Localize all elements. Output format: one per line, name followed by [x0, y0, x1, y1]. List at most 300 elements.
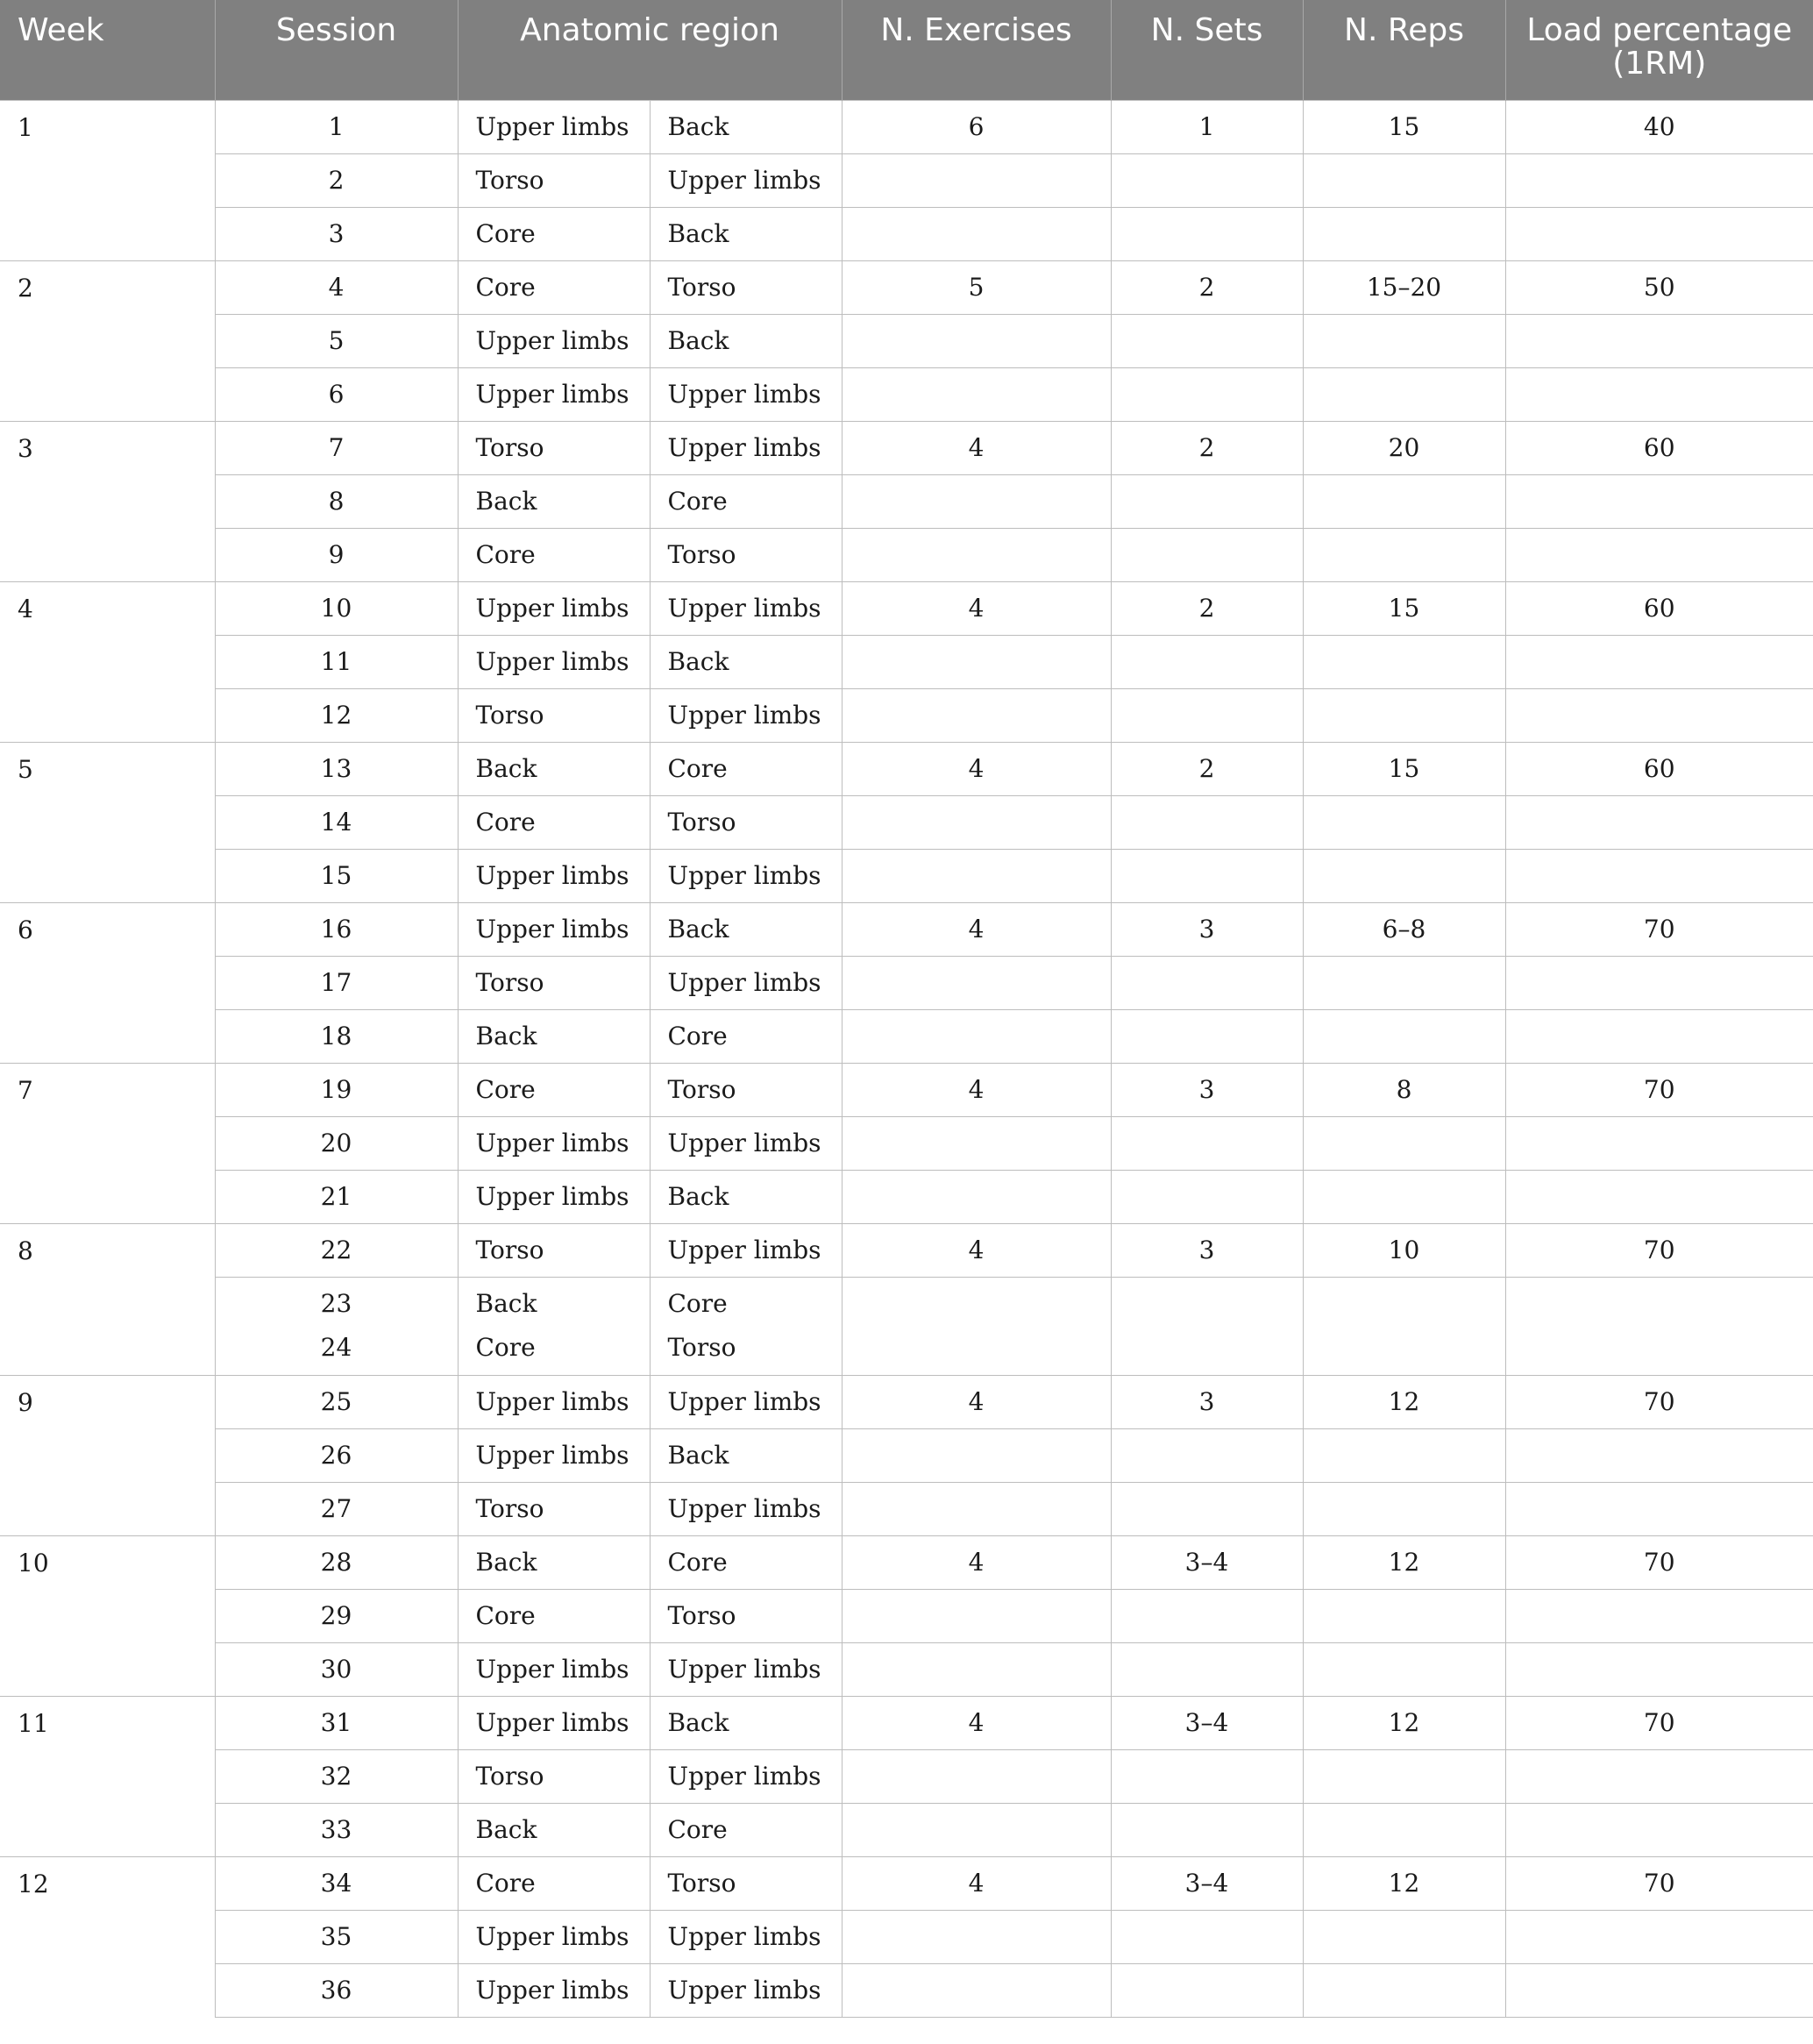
region-cell-primary: Upper limbs [458, 1642, 650, 1696]
reps-cell [1303, 367, 1505, 421]
region-cell-secondary: Back [650, 902, 842, 956]
session-cell: 16 [215, 902, 458, 956]
reps-cell [1303, 1116, 1505, 1170]
sets-cell [1111, 1428, 1303, 1482]
session-cell: 26 [215, 1428, 458, 1482]
load-cell [1505, 1803, 1813, 1856]
region-cell-secondary: Torso [650, 528, 842, 581]
load-cell [1505, 1963, 1813, 2017]
week-cell: 1 [0, 100, 215, 260]
session-value: 24 [320, 1333, 352, 1362]
load-cell: 70 [1505, 1063, 1813, 1116]
region-cell-secondary: Back [650, 635, 842, 688]
table-row [0, 1170, 1813, 1223]
exercises-cell [842, 1910, 1111, 1963]
reps-cell: 12 [1303, 1535, 1505, 1589]
load-cell [1505, 314, 1813, 367]
load-cell [1505, 153, 1813, 207]
region-cell-secondary: Upper limbs [650, 956, 842, 1009]
region-cell-primary: Core [458, 528, 650, 581]
table-row [0, 260, 1813, 314]
sets-cell [1111, 474, 1303, 528]
week-cell: 6 [0, 902, 215, 1063]
reps-cell: 15–20 [1303, 260, 1505, 314]
region-cell-secondary: Upper limbs [650, 581, 842, 635]
exercises-cell [842, 153, 1111, 207]
session-cell: 32 [215, 1749, 458, 1803]
sets-cell [1111, 1009, 1303, 1063]
header-week: Week [0, 0, 215, 100]
load-cell [1505, 635, 1813, 688]
exercises-cell: 4 [842, 1856, 1111, 1910]
reps-cell [1303, 635, 1505, 688]
reps-cell [1303, 1963, 1505, 2017]
reps-cell [1303, 528, 1505, 581]
region-cell-secondary: Torso [650, 1589, 842, 1642]
session-cell: 34 [215, 1856, 458, 1910]
region-cell-secondary: Torso [650, 1856, 842, 1910]
exercises-cell [842, 1589, 1111, 1642]
week-cell: 11 [0, 1696, 215, 1856]
reps-cell: 12 [1303, 1856, 1505, 1910]
load-cell [1505, 528, 1813, 581]
session-cell: 5 [215, 314, 458, 367]
reps-cell [1303, 1642, 1505, 1696]
table-row [0, 1642, 1813, 1696]
load-cell: 60 [1505, 581, 1813, 635]
sets-cell: 3–4 [1111, 1535, 1303, 1589]
week-cell: 5 [0, 742, 215, 902]
session-cell: 20 [215, 1116, 458, 1170]
exercises-cell [842, 688, 1111, 742]
exercises-cell: 4 [842, 1696, 1111, 1749]
table-row [0, 902, 1813, 956]
table-row [0, 1749, 1813, 1803]
load-cell: 70 [1505, 1535, 1813, 1589]
table-row [0, 1803, 1813, 1856]
region-cell-secondary: Upper limbs [650, 1642, 842, 1696]
region-cell-secondary: Upper limbs [650, 1482, 842, 1535]
week-cell: 12 [0, 1856, 215, 2017]
week-cell: 7 [0, 1063, 215, 1223]
load-cell [1505, 1910, 1813, 1963]
session-cell: 2 [215, 153, 458, 207]
exercises-cell: 6 [842, 100, 1111, 153]
region-cell-primary: Upper limbs [458, 1696, 650, 1749]
session-cell: 21 [215, 1170, 458, 1223]
week-cell: 3 [0, 421, 215, 581]
load-cell: 70 [1505, 1856, 1813, 1910]
session-cell: 27 [215, 1482, 458, 1535]
session-cell: 4 [215, 260, 458, 314]
region-cell-secondary: Back [650, 1696, 842, 1749]
exercises-cell: 5 [842, 260, 1111, 314]
session-cell: 36 [215, 1963, 458, 2017]
sets-cell: 2 [1111, 421, 1303, 474]
region-value: Torso [667, 1333, 736, 1362]
exercises-cell [842, 849, 1111, 902]
region-cell-primary: Torso [458, 688, 650, 742]
week-cell: 2 [0, 260, 215, 421]
region-cell-primary: Back [458, 742, 650, 795]
region-cell-primary: Upper limbs [458, 1428, 650, 1482]
reps-cell: 12 [1303, 1696, 1505, 1749]
sets-cell [1111, 367, 1303, 421]
load-cell: 70 [1505, 1696, 1813, 1749]
exercises-cell: 4 [842, 1375, 1111, 1428]
session-cell [215, 1277, 458, 1375]
table-row [0, 314, 1813, 367]
region-cell-secondary: Core [650, 1803, 842, 1856]
session-cell: 6 [215, 367, 458, 421]
exercises-cell: 4 [842, 902, 1111, 956]
table-row [0, 367, 1813, 421]
load-cell [1505, 1428, 1813, 1482]
table-row [0, 1009, 1813, 1063]
session-cell: 29 [215, 1589, 458, 1642]
load-cell [1505, 1170, 1813, 1223]
region-cell-secondary: Upper limbs [650, 688, 842, 742]
region-cell-secondary: Torso [650, 260, 842, 314]
region-cell-primary: Core [458, 1856, 650, 1910]
reps-cell [1303, 1277, 1505, 1375]
region-cell-secondary: Upper limbs [650, 1963, 842, 2017]
region-cell-primary: Back [458, 1803, 650, 1856]
load-cell [1505, 795, 1813, 849]
exercises-cell [842, 528, 1111, 581]
table-row [0, 1223, 1813, 1277]
session-cell: 17 [215, 956, 458, 1009]
exercises-cell: 4 [842, 742, 1111, 795]
exercises-cell [842, 1963, 1111, 2017]
region-cell-primary: Back [458, 1009, 650, 1063]
reps-cell [1303, 474, 1505, 528]
region-cell-primary: Torso [458, 153, 650, 207]
region-cell-primary: Upper limbs [458, 1910, 650, 1963]
load-cell [1505, 688, 1813, 742]
sets-cell: 3–4 [1111, 1696, 1303, 1749]
table-row [0, 1375, 1813, 1428]
load-cell [1505, 1642, 1813, 1696]
session-cell: 33 [215, 1803, 458, 1856]
reps-cell: 20 [1303, 421, 1505, 474]
table-row [0, 153, 1813, 207]
region-cell-primary: Core [458, 1063, 650, 1116]
sets-cell [1111, 1116, 1303, 1170]
region-cell-primary: Upper limbs [458, 1375, 650, 1428]
table-row [0, 1963, 1813, 2017]
session-value: 23 [320, 1289, 352, 1318]
region-cell-primary: Torso [458, 421, 650, 474]
sets-cell [1111, 207, 1303, 260]
table-row [0, 207, 1813, 260]
table-row [0, 688, 1813, 742]
region-cell-secondary: Back [650, 314, 842, 367]
region-cell-secondary: Core [650, 1009, 842, 1063]
session-cell: 9 [215, 528, 458, 581]
region-cell-primary: Back [458, 1535, 650, 1589]
exercises-cell [842, 1116, 1111, 1170]
region-cell-primary: Upper limbs [458, 367, 650, 421]
table-row [0, 1589, 1813, 1642]
exercises-cell [842, 795, 1111, 849]
session-cell: 11 [215, 635, 458, 688]
load-cell [1505, 1589, 1813, 1642]
header-sets: N. Sets [1111, 0, 1303, 100]
table-row [0, 1428, 1813, 1482]
load-cell [1505, 474, 1813, 528]
load-cell [1505, 1482, 1813, 1535]
reps-cell [1303, 1482, 1505, 1535]
region-value: Back [475, 1289, 537, 1318]
exercises-cell [842, 1642, 1111, 1696]
sets-cell [1111, 1749, 1303, 1803]
region-cell-secondary: Core [650, 1535, 842, 1589]
week-cell: 4 [0, 581, 215, 742]
reps-cell [1303, 1009, 1505, 1063]
table-row [0, 1277, 1813, 1375]
session-cell: 10 [215, 581, 458, 635]
sets-cell [1111, 635, 1303, 688]
table-row [0, 100, 1813, 153]
exercises-cell: 4 [842, 421, 1111, 474]
sets-cell [1111, 956, 1303, 1009]
region-cell-primary: Core [458, 1589, 650, 1642]
load-cell [1505, 207, 1813, 260]
reps-cell: 8 [1303, 1063, 1505, 1116]
session-cell: 1 [215, 100, 458, 153]
region-value: Core [667, 1289, 728, 1318]
region-cell-primary: Torso [458, 1482, 650, 1535]
exercises-cell [842, 1749, 1111, 1803]
table-row [0, 528, 1813, 581]
exercises-cell [842, 207, 1111, 260]
header-exercises: N. Exercises [842, 0, 1111, 100]
region-cell-secondary: Torso [650, 1063, 842, 1116]
reps-cell: 12 [1303, 1375, 1505, 1428]
reps-cell [1303, 1749, 1505, 1803]
sets-cell [1111, 1170, 1303, 1223]
reps-cell: 6–8 [1303, 902, 1505, 956]
sets-cell [1111, 153, 1303, 207]
session-cell: 18 [215, 1009, 458, 1063]
table-row [0, 956, 1813, 1009]
exercises-cell: 4 [842, 1063, 1111, 1116]
header-reps: N. Reps [1303, 0, 1505, 100]
region-cell-primary: Torso [458, 1749, 650, 1803]
region-cell-secondary: Core [650, 474, 842, 528]
reps-cell [1303, 1428, 1505, 1482]
load-cell: 70 [1505, 1223, 1813, 1277]
session-cell: 15 [215, 849, 458, 902]
load-cell [1505, 956, 1813, 1009]
region-cell-secondary: Back [650, 1170, 842, 1223]
table-body [0, 100, 1813, 2017]
sets-cell [1111, 528, 1303, 581]
reps-cell [1303, 1910, 1505, 1963]
session-cell: 19 [215, 1063, 458, 1116]
region-cell-secondary: Upper limbs [650, 1910, 842, 1963]
table-row [0, 635, 1813, 688]
table-row [0, 849, 1813, 902]
sets-cell: 3 [1111, 1063, 1303, 1116]
region-cell-secondary: Core [650, 742, 842, 795]
session-cell: 35 [215, 1910, 458, 1963]
table-header [0, 0, 1813, 100]
sets-cell: 3–4 [1111, 1856, 1303, 1910]
reps-cell [1303, 849, 1505, 902]
load-cell [1505, 367, 1813, 421]
session-cell: 30 [215, 1642, 458, 1696]
session-cell: 31 [215, 1696, 458, 1749]
region-cell-secondary: Back [650, 100, 842, 153]
sets-cell: 3 [1111, 902, 1303, 956]
session-cell: 7 [215, 421, 458, 474]
reps-cell: 10 [1303, 1223, 1505, 1277]
region-cell-secondary [650, 1277, 842, 1375]
region-cell-primary: Back [458, 474, 650, 528]
table-row [0, 1482, 1813, 1535]
table-row [0, 421, 1813, 474]
sets-cell: 3 [1111, 1223, 1303, 1277]
table-row [0, 795, 1813, 849]
load-cell [1505, 1009, 1813, 1063]
table-row [0, 581, 1813, 635]
region-value: Core [475, 1333, 536, 1362]
load-cell: 50 [1505, 260, 1813, 314]
exercises-cell [842, 1482, 1111, 1535]
sets-cell: 1 [1111, 100, 1303, 153]
region-cell-secondary: Upper limbs [650, 1375, 842, 1428]
header-session: Session [215, 0, 458, 100]
load-cell [1505, 1116, 1813, 1170]
load-cell [1505, 1749, 1813, 1803]
region-cell-secondary: Upper limbs [650, 1116, 842, 1170]
region-cell-primary: Upper limbs [458, 1963, 650, 2017]
sets-cell [1111, 688, 1303, 742]
sets-cell: 2 [1111, 260, 1303, 314]
reps-cell [1303, 314, 1505, 367]
table-row [0, 1696, 1813, 1749]
region-cell-secondary: Upper limbs [650, 367, 842, 421]
table-row [0, 1910, 1813, 1963]
region-cell-primary: Core [458, 260, 650, 314]
exercises-cell: 4 [842, 581, 1111, 635]
reps-cell [1303, 795, 1505, 849]
session-cell: 12 [215, 688, 458, 742]
table-row [0, 474, 1813, 528]
sets-cell [1111, 795, 1303, 849]
session-cell: 14 [215, 795, 458, 849]
reps-cell [1303, 207, 1505, 260]
session-cell: 25 [215, 1375, 458, 1428]
exercises-cell [842, 1277, 1111, 1375]
region-cell-primary: Upper limbs [458, 581, 650, 635]
reps-cell: 15 [1303, 100, 1505, 153]
reps-cell [1303, 688, 1505, 742]
region-cell-secondary: Back [650, 207, 842, 260]
reps-cell [1303, 1170, 1505, 1223]
reps-cell: 15 [1303, 742, 1505, 795]
reps-cell: 15 [1303, 581, 1505, 635]
load-cell: 40 [1505, 100, 1813, 153]
region-cell-primary: Upper limbs [458, 635, 650, 688]
region-cell-primary: Upper limbs [458, 1170, 650, 1223]
exercises-cell [842, 1803, 1111, 1856]
reps-cell [1303, 1803, 1505, 1856]
week-cell: 9 [0, 1375, 215, 1535]
session-cell: 22 [215, 1223, 458, 1277]
session-cell: 13 [215, 742, 458, 795]
table-row [0, 1856, 1813, 1910]
load-cell: 60 [1505, 742, 1813, 795]
session-cell: 3 [215, 207, 458, 260]
exercises-cell: 4 [842, 1223, 1111, 1277]
region-cell-primary: Torso [458, 956, 650, 1009]
sets-cell [1111, 314, 1303, 367]
sets-cell [1111, 1963, 1303, 2017]
sets-cell: 3 [1111, 1375, 1303, 1428]
exercises-cell [842, 314, 1111, 367]
load-cell: 60 [1505, 421, 1813, 474]
exercises-cell: 4 [842, 1535, 1111, 1589]
reps-cell [1303, 1589, 1505, 1642]
region-cell-primary [458, 1277, 650, 1375]
sets-cell: 2 [1111, 581, 1303, 635]
region-cell-primary: Upper limbs [458, 314, 650, 367]
exercises-cell [842, 1009, 1111, 1063]
exercises-cell [842, 956, 1111, 1009]
table-row [0, 1063, 1813, 1116]
week-cell: 10 [0, 1535, 215, 1696]
exercises-cell [842, 367, 1111, 421]
region-cell-secondary: Upper limbs [650, 849, 842, 902]
table-row [0, 1535, 1813, 1589]
region-cell-primary: Core [458, 795, 650, 849]
exercises-cell [842, 1428, 1111, 1482]
header-anatomic-region: Anatomic region [458, 0, 842, 100]
region-cell-secondary: Torso [650, 795, 842, 849]
region-cell-primary: Upper limbs [458, 849, 650, 902]
header-load-percentage [1505, 0, 1813, 100]
region-cell-secondary: Upper limbs [650, 153, 842, 207]
region-cell-primary: Upper limbs [458, 902, 650, 956]
header-load-line2: (1RM) [1612, 46, 1707, 82]
sets-cell [1111, 1482, 1303, 1535]
session-cell: 8 [215, 474, 458, 528]
exercises-cell [842, 474, 1111, 528]
sets-cell [1111, 1910, 1303, 1963]
region-cell-secondary: Upper limbs [650, 1749, 842, 1803]
sets-cell [1111, 1277, 1303, 1375]
table-row [0, 1116, 1813, 1170]
sets-cell [1111, 1589, 1303, 1642]
load-cell [1505, 849, 1813, 902]
region-cell-primary: Torso [458, 1223, 650, 1277]
sets-cell [1111, 849, 1303, 902]
reps-cell [1303, 153, 1505, 207]
reps-cell [1303, 956, 1505, 1009]
region-cell-primary: Upper limbs [458, 100, 650, 153]
sets-cell [1111, 1803, 1303, 1856]
load-cell: 70 [1505, 1375, 1813, 1428]
session-cell: 28 [215, 1535, 458, 1589]
sets-cell [1111, 1642, 1303, 1696]
week-cell: 8 [0, 1223, 215, 1375]
region-cell-secondary: Upper limbs [650, 421, 842, 474]
region-cell-primary: Upper limbs [458, 1116, 650, 1170]
region-cell-secondary: Back [650, 1428, 842, 1482]
